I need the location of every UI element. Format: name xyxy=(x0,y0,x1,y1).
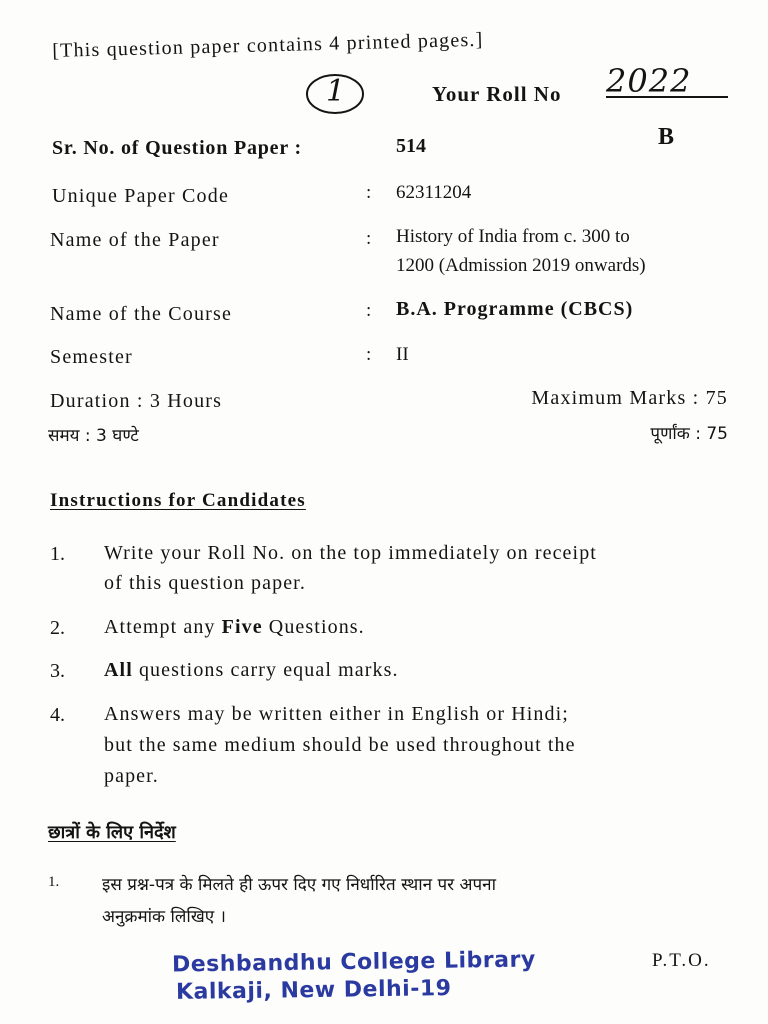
instruction-4-number: 4. xyxy=(50,704,65,726)
instruction-3-bold: All xyxy=(104,659,133,681)
paper-name-label: Name of the Paper xyxy=(50,229,220,251)
roll-label: Your Roll No xyxy=(432,82,562,106)
max-marks: Maximum Marks : 75 xyxy=(531,387,728,409)
set-letter: B xyxy=(658,124,675,150)
library-stamp-line1: Deshbandhu College Library xyxy=(171,947,536,978)
instruction-4-line1: Answers may be written either in English or Hindi; xyxy=(104,703,569,725)
instruction-3-text xyxy=(104,655,399,686)
instruction-2-text xyxy=(104,612,365,643)
instruction-2-number: 2. xyxy=(50,617,65,639)
instruction-2-post: Questions. xyxy=(262,616,365,638)
paper-code-value: 62311204 xyxy=(396,182,472,203)
hindi-instruction-1-line2: अनुक्रमांक लिखिए । xyxy=(102,907,226,927)
paper-name-value-line1: History of India from c. 300 to xyxy=(396,226,630,247)
sr-no-value: 514 xyxy=(396,135,426,157)
instruction-3-number: 3. xyxy=(50,660,65,682)
instruction-4-line3: paper. xyxy=(104,765,159,787)
semester-sep: : xyxy=(366,344,372,365)
hindi-instructions-heading: छात्रों के लिए निर्देश xyxy=(48,822,176,843)
pto-label: P.T.O. xyxy=(652,950,711,971)
paper-name-value-line2: 1200 (Admission 2019 onwards) xyxy=(396,255,646,276)
circled-number: 1 xyxy=(326,74,346,109)
instruction-1-line2: of this question paper. xyxy=(104,572,306,594)
instruction-1-number: 1. xyxy=(50,543,65,565)
duration-label: Duration : 3 Hours xyxy=(50,390,223,412)
course-value: B.A. Programme (CBCS) xyxy=(396,298,634,320)
instruction-2-bold: Five xyxy=(221,616,263,638)
hindi-instruction-1-number: 1. xyxy=(48,874,60,890)
roll-underline xyxy=(606,96,728,98)
library-stamp-line2: Kalkaji, New Delhi-19 xyxy=(175,976,452,1005)
paper-code-sep: : xyxy=(366,182,372,203)
instruction-3-post: questions carry equal marks. xyxy=(132,659,399,681)
semester-label: Semester xyxy=(50,346,133,368)
sr-no-label: Sr. No. of Question Paper : xyxy=(52,137,302,159)
paper-name-sep: : xyxy=(366,228,372,249)
instructions-heading: Instructions for Candidates xyxy=(50,490,306,511)
hindi-instruction-1-line1: इस प्रश्न-पत्र के मिलते ही ऊपर दिए गए निर्धारित स्थान पर अपना xyxy=(102,875,496,895)
pages-note: [This question paper contains 4 printed pages.] xyxy=(52,28,484,62)
course-label: Name of the Course xyxy=(50,303,233,325)
max-marks-hindi: पूर्णांक : 75 xyxy=(650,424,728,444)
roll-number-handwritten: 2022 xyxy=(606,62,692,100)
duration-hindi: समय : 3 घण्टे xyxy=(48,426,139,446)
semester-value: II xyxy=(396,344,409,365)
instruction-4-line2: but the same medium should be used throughout the xyxy=(104,734,576,756)
course-sep: : xyxy=(366,300,372,321)
instruction-2-pre: Attempt any xyxy=(104,616,222,638)
paper-code-label: Unique Paper Code xyxy=(52,185,230,207)
instruction-1-line1: Write your Roll No. on the top immediately on receipt xyxy=(104,542,597,564)
